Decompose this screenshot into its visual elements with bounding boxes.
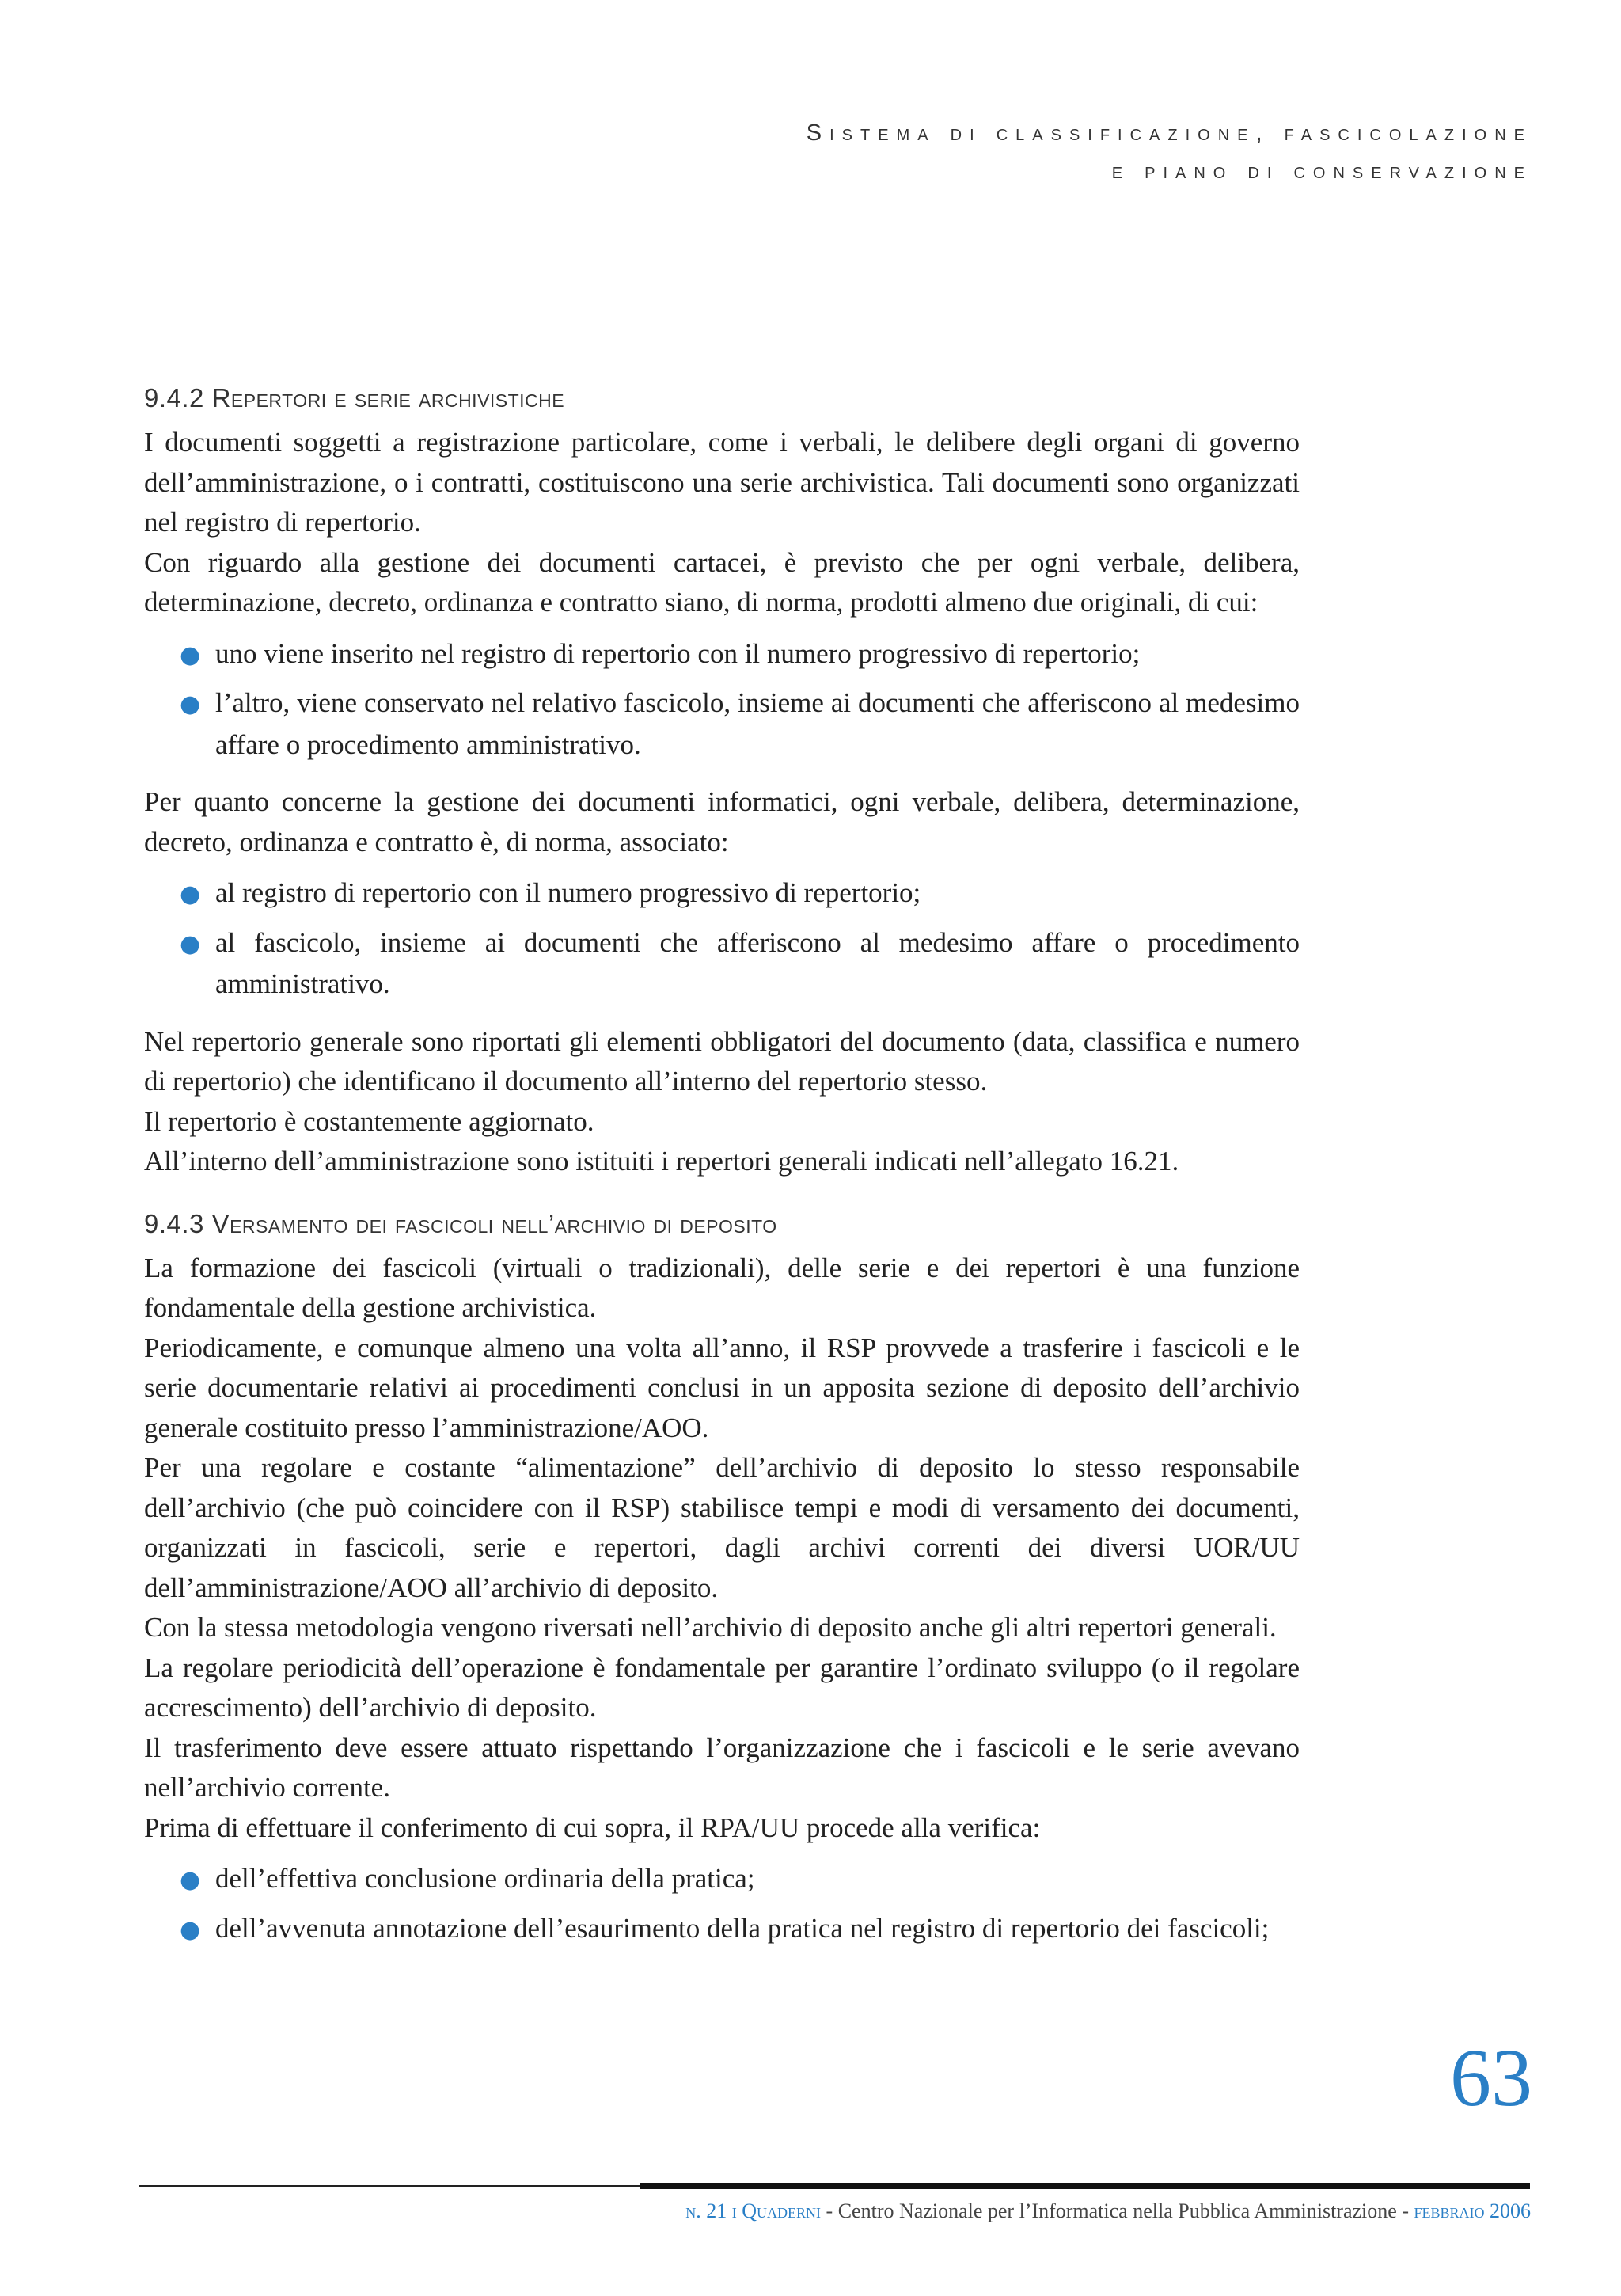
bullet-icon: ● [180,929,201,958]
running-header-line-1: Sistema di classificazione, fascicolazione [806,120,1532,146]
bullet-list [144,873,1300,1005]
list-item: ● l’altro, viene conservato nel relativo fascicolo, insieme ai documenti che afferiscono al medesimo affare o procedimento amministrativo. [144,683,1300,765]
list-item: ● dell’effettiva conclusione ordinaria della pratica; [144,1859,1300,1901]
paragraph: I documenti soggetti a registrazione particolare, come i verbali, le delibere degli organi di governo dell’amministrazione, o i contratti, costituiscono una serie archivistica. Tali documenti sono organizzati nel registro di repertorio. [144,427,1300,538]
main-content [144,378,1300,1967]
paragraph: Per una regolare e costante “alimentazione” dell’archivio di deposito lo stesso responsabile dell’archivio (che può coincidere con il RSP) stabilisce tempi e modi di versamento dei documenti, organizzati in fascicoli, serie e repertori, dagli archivi correnti dei diversi UOR/UU dell’amministrazione/AOO all’archivio di deposito. [144,1452,1300,1603]
paragraph: Il trasferimento deve essere attuato rispettando l’organizzazione che i fascicoli e le serie avevano nell’archivio corrente. [144,1732,1300,1803]
paragraph: La regolare periodicità dell’operazione è fondamentale per garantire l’ordinato sviluppo (o il regolare accrescimento) dell’archivio di deposito. [144,1652,1300,1723]
page-footer [685,2199,1531,2223]
footer-separator: - [821,2199,838,2222]
bullet-icon: ● [180,1915,201,1944]
paragraph: All’interno dell’amministrazione sono istituiti i repertori generali indicati nell’allegato 16.21. [144,1146,1179,1177]
bullet-icon: ● [180,690,201,718]
bullet-icon: ● [180,880,201,908]
paragraph: Per quanto concerne la gestione dei documenti informatici, ogni verbale, delibera, determinazione, decreto, ordinanza e contratto è, di norma, associato: [144,786,1300,857]
bullet-list [144,634,1300,766]
bullet-icon: ● [180,641,201,669]
paragraph: Prima di effettuare il conferimento di cui sopra, il RPA/UU procede alla verifica: [144,1811,1041,1843]
paragraph: Periodicamente, e comunque almeno una volta all’anno, il RSP provvede a trasferire i fascicoli e le serie documentarie relativi ai procedimenti conclusi in un apposita sezione di deposito dell’archivio generale costituito presso l’amministrazione/AOO. [144,1332,1300,1443]
section-heading-9-4-2: 9.4.2 Repertori e serie archivistiche [144,383,565,412]
paragraph: La formazione dei fascicoli (virtuali o tradizionali), delle serie e dei repertori è una funzione fondamentale della gestione archivistica. [144,1252,1300,1323]
footer-publisher: Centro Nazionale per l’Informatica nella Pubblica Amministrazione [837,2199,1397,2222]
section-heading-9-4-3: 9.4.3 Versamento dei fascicoli nell’archivio di deposito [144,1208,777,1238]
footer-divider-accent [640,2183,1530,2189]
bullet-icon: ● [180,1866,201,1894]
paragraph: Con la stessa metodologia vengono riversati nell’archivio di deposito anche gli altri repertori generali. [144,1612,1277,1643]
list-item: ● al fascicolo, insieme ai documenti che afferiscono al medesimo affare o procedimento amministrativo. [144,923,1300,1005]
page-number: 63 [1450,2032,1532,2123]
paragraph: Con riguardo alla gestione dei documenti cartacei, è previsto che per ogni verbale, delibera, determinazione, decreto, ordinanza e contratto siano, di norma, prodotti almeno due originali, di cui: [144,546,1300,618]
paragraph: Il repertorio è costantemente aggiornato. [144,1105,594,1137]
bullet-list [144,1859,1300,1950]
paragraph: Nel repertorio generale sono riportati gli elementi obbligatori del documento (data, classifica e numero di repertorio) che identificano il documento all’interno del repertorio stesso. [144,1025,1300,1097]
footer-date: febbraio 2006 [1414,2199,1531,2222]
list-item: ● dell’avvenuta annotazione dell’esaurimento della pratica nel registro di repertorio dei fascicoli; [144,1909,1300,1951]
running-header [345,114,1532,190]
footer-issue: n. 21 i Quaderni [685,2199,822,2222]
running-header-line-2: e piano di conservazione [1111,158,1532,184]
footer-separator: - [1396,2199,1414,2222]
list-item: ● al registro di repertorio con il numero progressivo di repertorio; [144,873,1300,915]
list-item: ● uno viene inserito nel registro di repertorio con il numero progressivo di repertorio; [144,634,1300,676]
